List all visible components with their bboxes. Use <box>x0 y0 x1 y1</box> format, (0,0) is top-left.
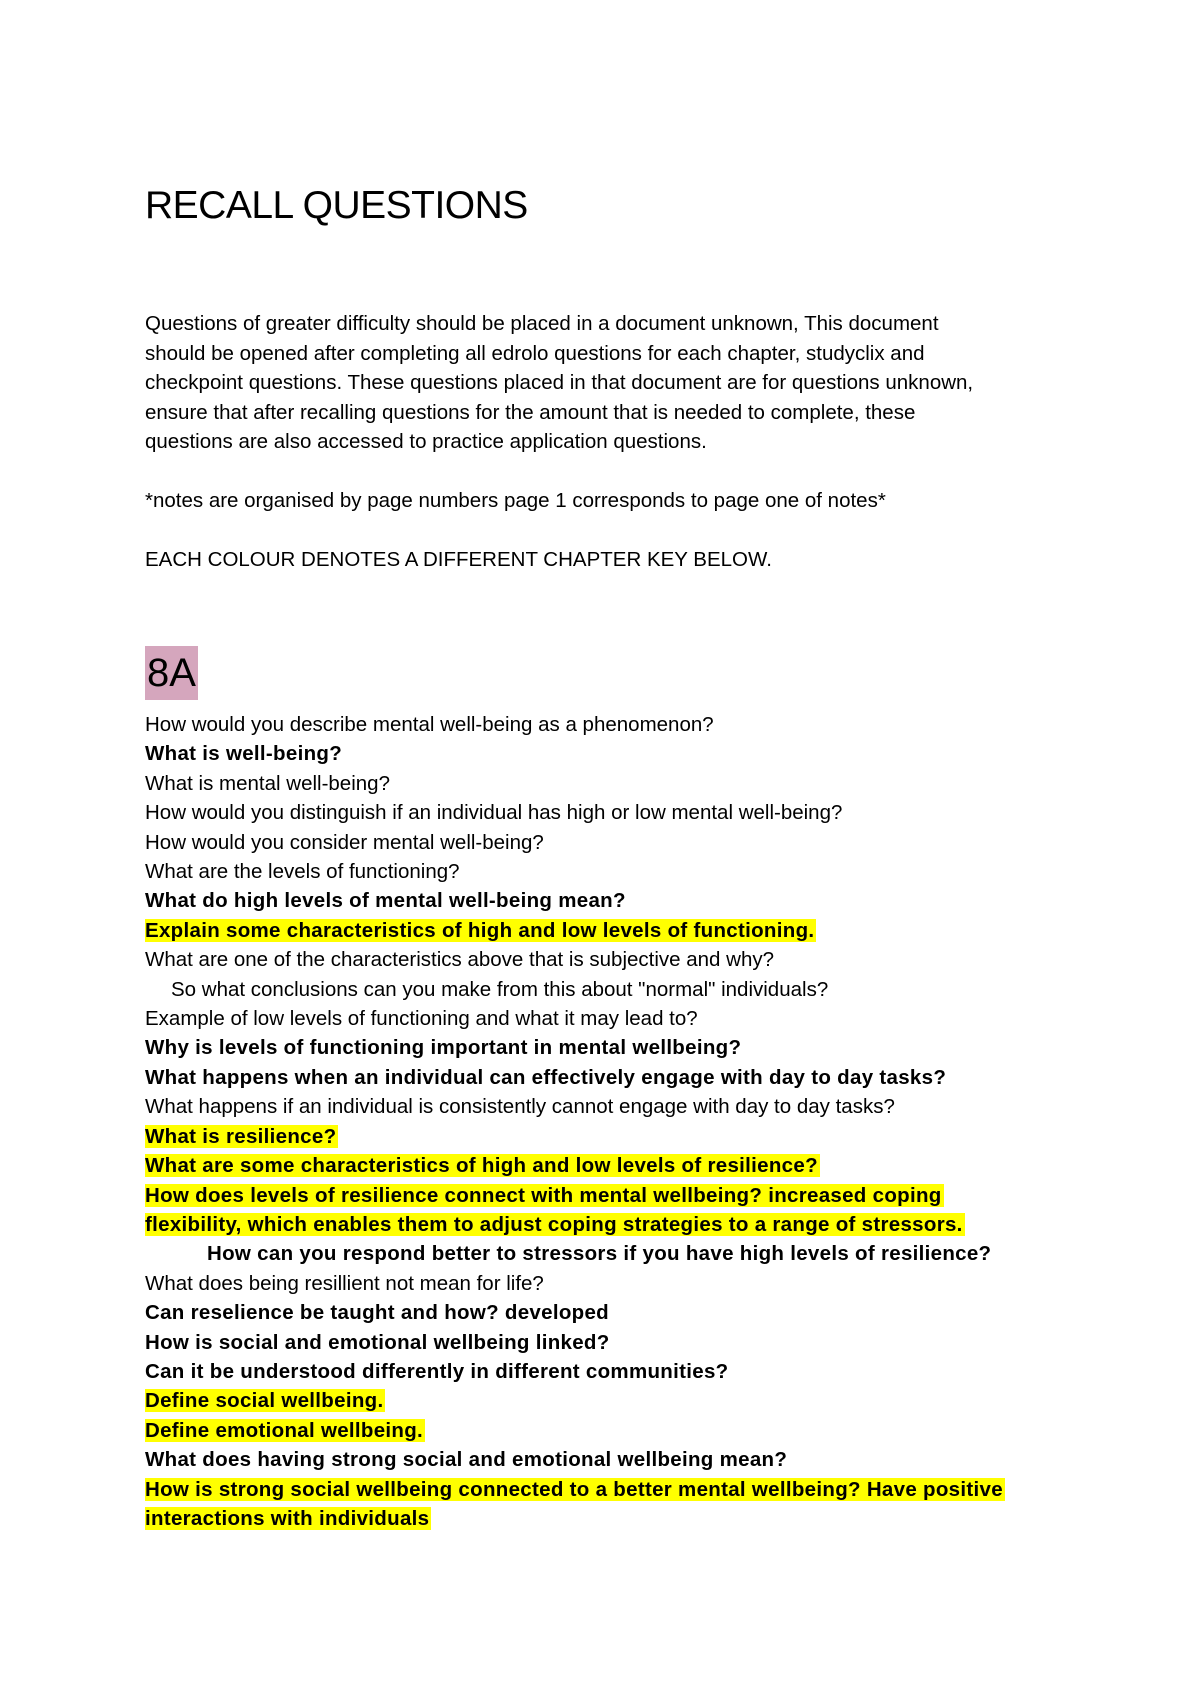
question-item <box>145 916 1105 945</box>
question-text: What is well-being? <box>145 742 343 766</box>
page-title: RECALL QUESTIONS <box>145 184 528 227</box>
question-text: Can it be understood differently in different communities? <box>145 1359 729 1383</box>
question-item <box>145 1269 1105 1298</box>
question-text: What happens if an individual is consistently cannot engage with day to day tasks? <box>145 1095 895 1119</box>
question-item <box>145 886 1105 915</box>
question-item <box>145 739 1105 768</box>
question-text: Example of low levels of functioning and what it may lead to? <box>145 1007 698 1031</box>
question-item <box>145 1210 1105 1239</box>
notes-organisation-note: *notes are organised by page numbers page 1 corresponds to page one of notes* <box>145 489 886 512</box>
question-item <box>145 1033 1105 1062</box>
question-item <box>145 1151 1105 1180</box>
question-text: interactions with individuals <box>145 1506 430 1530</box>
question-text: What is resilience? <box>145 1124 337 1148</box>
question-item <box>145 1298 1105 1327</box>
question-text: Can reselience be taught and how? developed <box>145 1301 609 1325</box>
colour-key-line: EACH COLOUR DENOTES A DIFFERENT CHAPTER KEY BELOW. <box>145 548 772 571</box>
question-list <box>145 710 1105 1533</box>
question-text: What is mental well-being? <box>145 771 390 795</box>
question-item <box>145 975 1105 1004</box>
question-text: What does having strong social and emotional wellbeing mean? <box>145 1448 788 1472</box>
question-text: How is social and emotional wellbeing linked? <box>145 1330 610 1354</box>
question-item <box>145 710 1105 739</box>
question-text: How can you respond better to stressors if you have high levels of resilience? <box>207 1242 992 1266</box>
question-text: What are one of the characteristics above that is subjective and why? <box>145 948 775 972</box>
intro-line: questions are also accessed to practice application questions. <box>145 430 707 453</box>
question-item <box>145 828 1105 857</box>
question-text: Define emotional wellbeing. <box>145 1418 424 1442</box>
section-heading-8a: 8A <box>145 646 198 700</box>
question-item <box>145 1181 1105 1210</box>
question-item <box>145 857 1105 886</box>
question-item <box>145 1092 1105 1121</box>
question-item <box>145 798 1105 827</box>
intro-paragraph <box>145 309 1095 457</box>
question-text: What are the levels of functioning? <box>145 860 460 884</box>
question-text: What happens when an individual can effectively engage with day to day tasks? <box>145 1065 947 1089</box>
question-item <box>145 1357 1105 1386</box>
question-text: Define social wellbeing. <box>145 1389 384 1413</box>
question-item <box>145 1004 1105 1033</box>
question-item <box>145 1445 1105 1474</box>
question-item <box>145 1122 1105 1151</box>
question-text: flexibility, which enables them to adjust coping strategies to a range of stressors. <box>145 1212 963 1236</box>
question-text: How would you distinguish if an individual has high or low mental well-being? <box>145 801 843 825</box>
question-item <box>145 1063 1105 1092</box>
question-item <box>145 1386 1105 1415</box>
question-text: How would you describe mental well-being as a phenomenon? <box>145 713 714 736</box>
intro-line: Questions of greater difficulty should be placed in a document unknown, This document <box>145 312 939 335</box>
question-item <box>145 769 1105 798</box>
question-text: Explain some characteristics of high and low levels of functioning. <box>145 918 815 942</box>
question-text: How does levels of resilience connect with mental wellbeing? increased coping <box>145 1183 942 1207</box>
question-item <box>145 1239 1105 1268</box>
question-item <box>145 1475 1105 1504</box>
question-item <box>145 1416 1105 1445</box>
question-text: How is strong social wellbeing connected to a better mental wellbeing? Have positive <box>145 1477 1003 1501</box>
intro-line: ensure that after recalling questions for the amount that is needed to complete, these <box>145 400 916 424</box>
question-text: What does being resillient not mean for life? <box>145 1271 544 1295</box>
intro-line: checkpoint questions. These questions placed in that document are for questions unknown, <box>145 371 974 394</box>
question-text: So what conclusions can you make from this about "normal" individuals? <box>171 977 829 1001</box>
intro-line: should be opened after completing all edrolo questions for each chapter, studyclix and <box>145 341 925 365</box>
question-item <box>145 1504 1105 1533</box>
question-text: What are some characteristics of high and low levels of resilience? <box>145 1154 818 1178</box>
question-text: How would you consider mental well-being? <box>145 830 544 854</box>
question-text: What do high levels of mental well-being mean? <box>145 889 626 913</box>
question-text: Why is levels of functioning important in mental wellbeing? <box>145 1036 742 1060</box>
question-item <box>145 945 1105 974</box>
question-item <box>145 1328 1105 1357</box>
